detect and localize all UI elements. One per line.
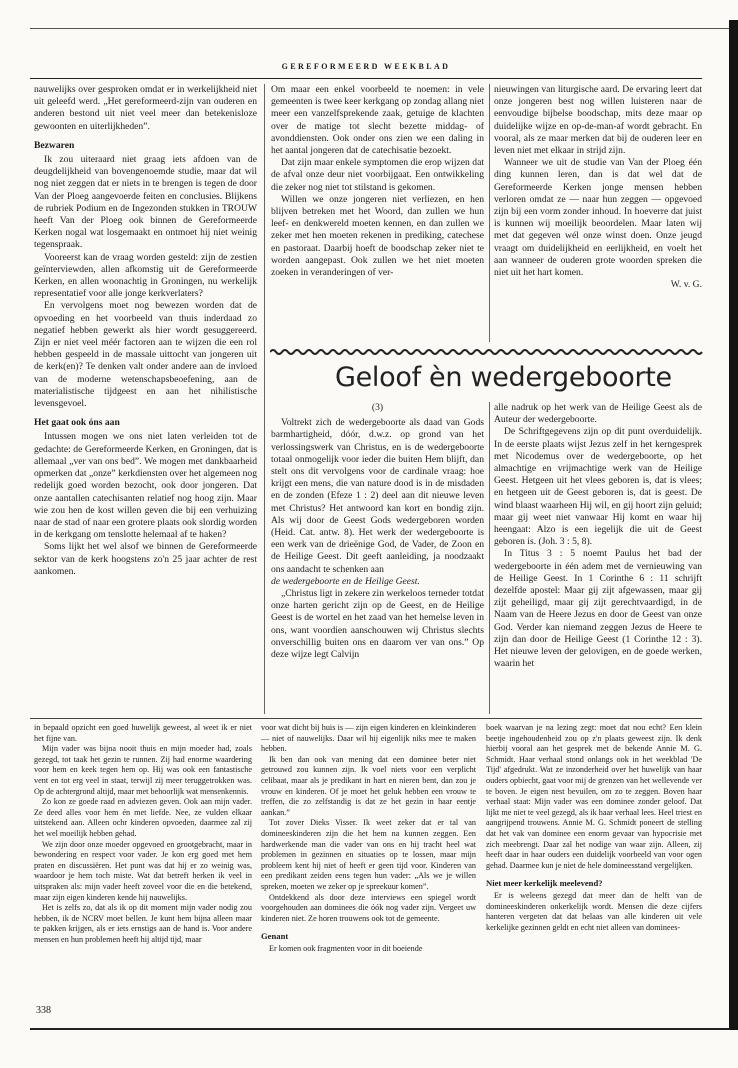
upper-column-1 (34, 84, 257, 578)
column-divider (489, 84, 490, 342)
column-divider (489, 402, 490, 714)
masthead: GEREFORMEERD WEEKBLAD (281, 62, 451, 71)
paragraph: Soms lijkt het wel alsof we binnen de Gereformeerde sektor van de kerk hoogstens zo'n 25 jaar achter de rest aankomen. (34, 541, 257, 577)
paragraph: Willen we onze jongeren niet verliezen, en hen blijven betreken met het Woord, dan zullen we hun leef- en denkwereld moeten kennen, en dan zullen we zeker met hen moeten rekenen in prediking, catechese en pastoraat. Daarbij hoeft de boodschap zeker niet te worden aangepast. Ook zullen we het niet moeten zoeken in veranderingen of ver- (271, 193, 484, 279)
lower-column-3 (486, 723, 702, 933)
author-signature: W. v. G. (670, 279, 702, 291)
article-column-1 (271, 402, 484, 661)
paragraph: Dat zijn maar enkele symptomen die erop wijzen dat de afval onze deur niet voorbijgaat. Een ontwikkeling die zeker nog niet tot stilstand is gekomen. (271, 157, 484, 193)
paragraph: Zo kon ze goede raad en adviezen geven. Ook aan mijn vader. Ze deed alles voor hem én met liefde. Nee, ze vulden elkaar uitstekend aan. Alleen ochr kinderen opvoeden, daarmee zal zij het wel moeilijk hebben gehad. (34, 797, 252, 838)
paragraph: nieuwingen van liturgische aard. De ervaring leert dat onze jongeren best nog willen luisteren naar de eenvoudige bijbelse boodschap, mits deze maar op duidelijke wijze en op-de-man-af wordt gebracht. En vooral, als ze maar merken dat bij de ouderen leer en leven niet met elkaar in strijd zijn. (494, 84, 702, 157)
subheading-bezwaren: Bezwaren (34, 139, 75, 151)
paragraph: alle nadruk op het werk van de Heilige Geest als de Auteur der wedergeboorte. (494, 402, 702, 426)
article-column-2 (494, 402, 702, 670)
decorative-wave-divider (270, 347, 704, 357)
paragraph: En vervolgens moet nog bewezen worden dat de opvoeding en het voorbeeld van thuis inderdaad zo negatief hebben gewerkt als hier wordt gesuggereerd. Zijn er niet veel méér factoren aan te wijzen die een rol hebben gespeeld in de massale uittocht van jongeren uit de kerk(en)? Te denken valt onder andere aan de invloed van de moderne wetenschapsbeoefening, aan de materialistische tijdgeest en aan het nihilistische levensgevoel. (34, 300, 257, 410)
paragraph: Het is zelfs zo, dat als ik op dit moment mijn vader nodig zou hebben, ik de NCRV moet bellen. Je kunt hem bijna alleen maar te pakken krijgen, als er iets ernstigs aan de hand is. Voor andere mensen en hun problemen heeft hij altijd tijd, maar (34, 903, 252, 944)
paragraph: Er komen ook fragmenten voor in dit boeiende (269, 943, 423, 953)
page-number: 338 (36, 1005, 51, 1016)
masthead-rule (30, 78, 702, 79)
paragraph: In Titus 3 : 5 noemt Paulus het bad der wedergeboorte in één adem met de vernieuwing van de Heilige Geest. In 1 Corinthe 6 : 11 schrijft dezelfde apostel: Maar gij zijt afgewassen, maar gij zijt geheiligd, maar gij zijt gerechtvaardigd, in de Naam van de Heere Jezus en door de Geest van onze God. Verder kan niemand zeggen Jezus de Heere te zijn dan door de Heilige Geest (1 Corinthe 12 : 3). Het nieuwe leven der gelovigen, en de goede werken, waarin het (494, 548, 702, 670)
paragraph: Intussen mogen we ons niet laten verleiden tot de gedachte: de Gereformeerde Kerken, en Groningen, dat is allemaal „ver van ons bed”. We mogen met dankbaarheid opmerken dat „onze” kerkdiensten over het algemeen nog redelijk goed worden bezocht, ook door jongeren. Dat onze aantallen catechisanten relatief nog hoog zijn. Maar wie zou hen de kost willen geven die bij een verhuizing naar de stad of naar een grotere plaats ook slordig worden in de kerkgang om tenslotte helemaal af te haken? (34, 431, 257, 541)
bottom-edge-rule (30, 1028, 730, 1030)
upper-column-3 (494, 84, 702, 291)
article-part-number: (3) (371, 402, 384, 413)
paragraph: Tot zover Dieks Visser. Ik weet zeker dat er tal van domineeskinderen zijn die het hem na kunnen zeggen. Een hardwerkende man die vader van ons en hij tracht heel wat problemen in gezinnen en situaties op te lossen, maar mijn probleem kent hij niet of heeft er geen tijd voor. Kinderen van een predikant zeiden eens tegen hun vader: „Als we je willen spreken, moeten we zeker op je spreekuur komen”. (261, 818, 476, 891)
paragraph: De Schriftgegevens zijn op dit punt overduidelijk. In de eerste plaats wijst Jezus zelf in het kerngesprek met Nicodemus over de wedergeboorte, op het almachtige en vrijmachtige werk van de Heilige Geest. Hetgeen uit het vlees geboren is, dat is vlees; en hetgeen uit de Geest geboren is, dat is geest. De wind blaast waarheen Hij wil, en gij hoort zijn geluid; maar gij weet niet vanwaar Hij komt en waar hij heengaat: Alzo is een iegelijk die uit de Geest geboren is. (Joh. 3 : 5, 8). (494, 426, 702, 548)
paragraph: We zijn door onze moeder opgevoed en grootgebracht, maar in bewondering en respect voor vader. Je kon erg goed met hem praten en discussiëren. Het punt was dat hij er zo weinig was, waardoor je hem toch miste. Wat dat betreft herken ik veel in uitspraken als: mijn vader heeft zoveel voor die en die betekend, maar zijn eigen kinderen kende hij nauwelijks. (34, 839, 252, 902)
paragraph: Ontdekkend als door deze interviews een spiegel wordt voorgehouden aan dominees die óók nog vader zijn. Vergeet uw kinderen niet. Ze horen trouwens ook tot de gemeente. (261, 892, 476, 923)
paragraph: voor wat dicht bij huis is — zijn eigen kinderen en kleinkinderen — niet of nauwelijks. Daar wil hij eigenlijk niks mee te maken hebben. (261, 723, 476, 754)
paragraph: Er is weleens gezegd dat meer dan de helft van de domineeskinderen onkerkelijk wordt. Mensen die deze cijfers hanteren vergeten dat dat helaas van alle kinderen uit vele kerkelijke gezinnen geldt en echt niet alleen van dominees- (486, 890, 702, 932)
subheading-het-gaat-ook-ons-aan: Het gaat ook óns aan (34, 417, 120, 429)
paragraph: Wanneer we uit de studie van Van der Ploeg één ding kunnen leren, dan is dat wel dat de Gereformeerde Kerken jonge mensen hebben verloren omdat ze — naar hun zeggen — opgevoed zijn bij een vorm zonder inhoud. In hoeverre dat juist is kunnen wij moeilijk beoordelen. Maar laten wij met dat gegeven wél onze winst doen. Onze jeugd vraagt om duidelijkheid en eerlijkheid, en voelt het aan wanneer de ouderen grote woorden spreken die niet uit het hart komen. (494, 157, 702, 279)
paragraph: „Christus ligt in zekere zin werkeloos terneder totdat onze harten gericht zijn op de Geest, en de Heilige Geest is de wortel en het zaad van het hemelse leven in ons, want voordien aanschouwen wij Christus slechts onverschillig buiten ons en daarom ver van ons.” Op deze wijze legt Calvijn (271, 588, 484, 661)
paragraph: Vooreerst kan de vraag worden gesteld: zijn de zestien geïnterviewden, allen afkomstig uit de Gereformeerde Kerken, en allen woonachtig in Groningen, nu werkelijk representatief voor alle jonge kerkverlaters? (34, 251, 257, 300)
lower-column-1 (34, 723, 252, 945)
paragraph: Ik ben dan ook van mening dat een dominee beter niet getrouwd zou kunnen zijn. Ik voel niets voor een verplicht celibaat, maar als je predikant in hart en nieren bent, dan zou je vrouw en kinderen. Of je moet het geluk hebben een vrouw te treffen, die zo zelfstandig is dat ze het gezin in haar eentje aankan.” (261, 754, 476, 817)
subheading-niet-meer-kerkelijk: Niet meer kerkelijk meelevend? (486, 878, 603, 889)
lower-column-2 (261, 723, 476, 954)
top-edge-rule (30, 28, 730, 29)
emphasis-line: de wedergeboorte en de Heilige Geest. (271, 575, 420, 587)
section-separator (30, 718, 702, 719)
page-binding-edge (729, 20, 738, 1030)
paragraph: Mijn vader was bijna nooit thuis en mijn moeder had, zoals gezegd, tot taak het gezin te runnen. Zij had enorme waardering voor hem en keek tegen hem op. Hij was ook een fantastische vent en tot erg veel in staat, terwijl zij meer teruggetrokken was. Op de achtergrond altijd, maar met behoorlijk wat mensenkennis. (34, 744, 252, 796)
upper-column-2 (271, 84, 484, 279)
column-divider (264, 84, 265, 714)
paragraph: nauwelijks over gesproken omdat er in werkelijkheid niet uit geleefd werd. „Het gereformeerd-zijn van ouderen en anderen bestond uit niet veel meer dan betekenisloze gewoonten en uiterlijkheden”. (34, 84, 257, 132)
paragraph: in bepaald opzicht een goed huwelijk geweest, al weet ik er niet het fijne van. (34, 723, 252, 743)
subheading-genant: Genant (261, 931, 289, 942)
paragraph: Om maar een enkel voorbeeld te noemen: in vele gemeenten is twee keer kerkgang op zondag allang niet meer een vanzelfsprekende zaak, getuige de klachten over de matige tot slecht bezette middag- of avonddiensten. Ook onder ons zien we een daling in het aantal jongeren dat de catechisatie bezoekt. (271, 84, 484, 157)
paragraph: Ik zou uiteraard niet graag iets afdoen van de deugdelijkheid van bovengenoemde studie, maar dat wil nog niet zeggen dat er niets in te brengen is tegen de door Van der Ploeg aangevoerde feiten en conclusies. Blijkens de rubriek Podium en de Ingezonden stukken in TROUW heeft Van der Ploeg ook binnen de Gereformeerde Kerken nogal wat losgemaakt en ontmoet hij niet weinig tegenspraak. (34, 154, 257, 251)
paragraph: boek waarvan je na lezing zegt: moet dat nou echt? Een klein beetje ingehoudenheid zou op z'n plaats geweest zijn. Ik denk hierbij vooral aan het gesprek met de bekende Annie M. G. Schmidt. Haar verhaal stond onlangs ook in het weekblad 'De Tijd' afgedrukt. Wat ze inzonderheid over het huwelijk van haar ouders opbiecht, gaat voor mij de grenzen van het wellevende ver te boven. Je eigen nest bevuilen, om zo te zeggen. Boven haar verhaal staat: Mijn vader was een dominee zonder geloof. Dat lijkt me niet te veel gezegd, als ik haar verhaal lees. Heel triest en aangrijpend trouwens. Annie M. G. Schmidt poneert de stelling dat het vak van dominee een enorm gevaar van hypocrisie met zich meebrengt. Daar zal het nodige van waar zijn. Alleen, zij heeft daar in haar ouders een duidelijk voorbeeld van voor ogen gehad. Daarmee kun je niet de hele domineesstand vergelijken. (486, 723, 702, 870)
article-title: Geloof èn wedergeboorte (335, 362, 672, 393)
paragraph: Voltrekt zich de wedergeboorte als daad van Gods barmhartigheid, dóór, d.w.z. op grond van het verlossingswerk van Christus, en is de wedergeboorte totaal onmogelijk voor ieder die buiten Hem blijft, dan stelt ons dit vervolgens voor de cardinale vraag: hoe krijgt een mens, die van nature dood is in de misdaden en de zonden (Efeze 1 : 2) deel aan dit nieuwe leven met Christus? Het antwoord kan kort en bondig zijn. Als wij door de Geest Gods wedergeboren worden (Heid. Cat. antw. 8). Het werk der wedergeboorte is een werk van de drieënige God, de Vader, de Zoon en de Heilige Geest. Dit geeft aanleiding, ja noodzaakt ons aandacht te schenken aan (271, 417, 484, 575)
